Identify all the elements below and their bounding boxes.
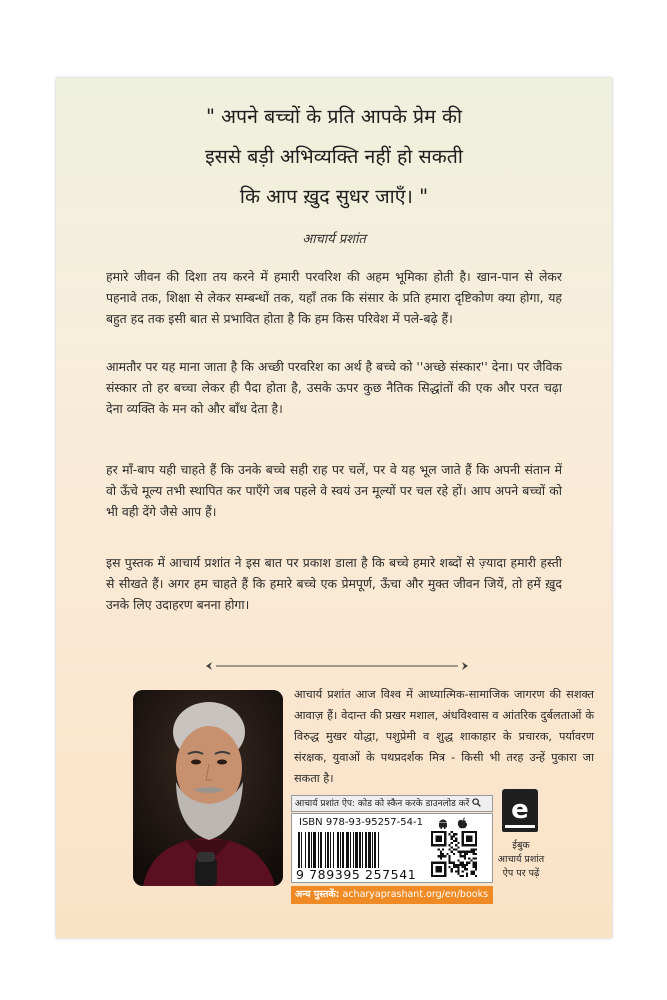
signature: आचार्य प्रशांत — [302, 232, 366, 247]
ebook-icon — [500, 788, 540, 834]
paragraph-1: हमारे जीवन की दिशा तय करने में हमारी परवरिश की अहम भूमिका होती है। खान-पान से लेकर पहनावे तक, शिक्षा से लेकर सम्बन्धों तक, यहाँ तक कि संसार के प्रति हमारा दृष्टिकोण क्या होगा, यह बहुत हद तक इसी बात से प्रभावित होता है कि हम किस परिवेश में पले-बढ़े हैं। — [106, 269, 562, 326]
android-icon — [438, 818, 448, 829]
barcode — [298, 832, 416, 868]
quote-line-2: इससे बड़ी अभिव्यक्ति नहीं हो सकती — [205, 145, 463, 168]
search-icon — [472, 798, 481, 807]
author-photo — [133, 690, 283, 886]
author-bio: आचार्य प्रशांत आज विश्व में आध्यात्मिक-सामाजिक जागरण की सशक्त आवाज़ हैं। वेदान्त की प्रखर मशाल, अंधविश्वास व आंतरिक दुर्बलताओं के विरुद्ध मुखर योद्धा, पशुप्रेमी व शुद्ध शाकाहार के प्रचारक, पर्यावरण संरक्षक, युवाओं के पथप्रदर्शक मित्र - किसी भी तरह उन्हें पुकारा जा सकता है। — [294, 688, 594, 785]
ebook-line-2: आचार्य प्रशांत — [497, 854, 545, 865]
other-books-bar[interactable] — [291, 886, 493, 904]
isbn-block — [291, 813, 493, 883]
quote-line-3: कि आप ख़ुद सुधर जाएँ। " — [239, 185, 429, 208]
back-cover — [56, 78, 612, 938]
paragraph-3: हर माँ-बाप यही चाहते हैं कि उनके बच्चे सही राह पर चलें, पर वे यह भूल जाते हैं कि अपनी संतान में वो ऊँचे मूल्य तभी स्थापित कर पाएँगे जब पहले वे स्वयं उन मूल्यों पर चल रहे हों। आप अपने बच्चों को भी वही देंगे जैसे आप हैं। — [106, 462, 562, 519]
app-scan-text: आचार्य प्रशांत ऐप: कोड को स्कैन करके डाउनलोड करें — [295, 799, 470, 809]
ebook-line-3: ऐप पर पढ़ें — [502, 868, 540, 879]
other-books-label: अन्य पुस्तकें: — [295, 889, 340, 900]
ebook-caption — [492, 839, 550, 881]
other-books-url[interactable]: acharyaprashant.org/en/books — [342, 889, 489, 900]
isbn-label: ISBN 978-93-95257-54-1 — [299, 817, 423, 828]
isbn-digits: 9 789395 257541 — [296, 867, 417, 882]
apple-icon — [457, 817, 468, 829]
svg-text:e: e — [511, 795, 529, 825]
quote-line-1: " अपने बच्चों के प्रति आपके प्रेम की — [205, 105, 463, 128]
app-scan-banner — [291, 795, 493, 812]
paragraph-2: आमतौर पर यह माना जाता है कि अच्छी परवरिश का अर्थ है बच्चे को ''अच्छे संस्कार'' देना। पर जैविक संस्कार तो हर बच्चा लेकर ही पैदा होता है, उसके ऊपर कुछ नैतिक सिद्धांतों की एक और परत चढ़ा देना व्यक्ति के मन को और बाँध देता है। — [106, 359, 562, 416]
ebook-line-1: ईबुक — [512, 840, 530, 851]
divider-ornament — [206, 660, 468, 672]
paragraph-4: इस पुस्तक में आचार्य प्रशांत ने इस बात पर प्रकाश डाला है कि बच्चे हमारे शब्दों से ज़्यादा हमारी हस्ती से सीखते हैं। अगर हम चाहते हैं कि हमारे बच्चे एक प्रेमपूर्ण, ऊँचा और मुक्त जीवन जियें, तो हमें ख़ुद उनके लिए उदाहरण बनना होगा। — [106, 555, 562, 612]
qr-code — [431, 831, 477, 877]
